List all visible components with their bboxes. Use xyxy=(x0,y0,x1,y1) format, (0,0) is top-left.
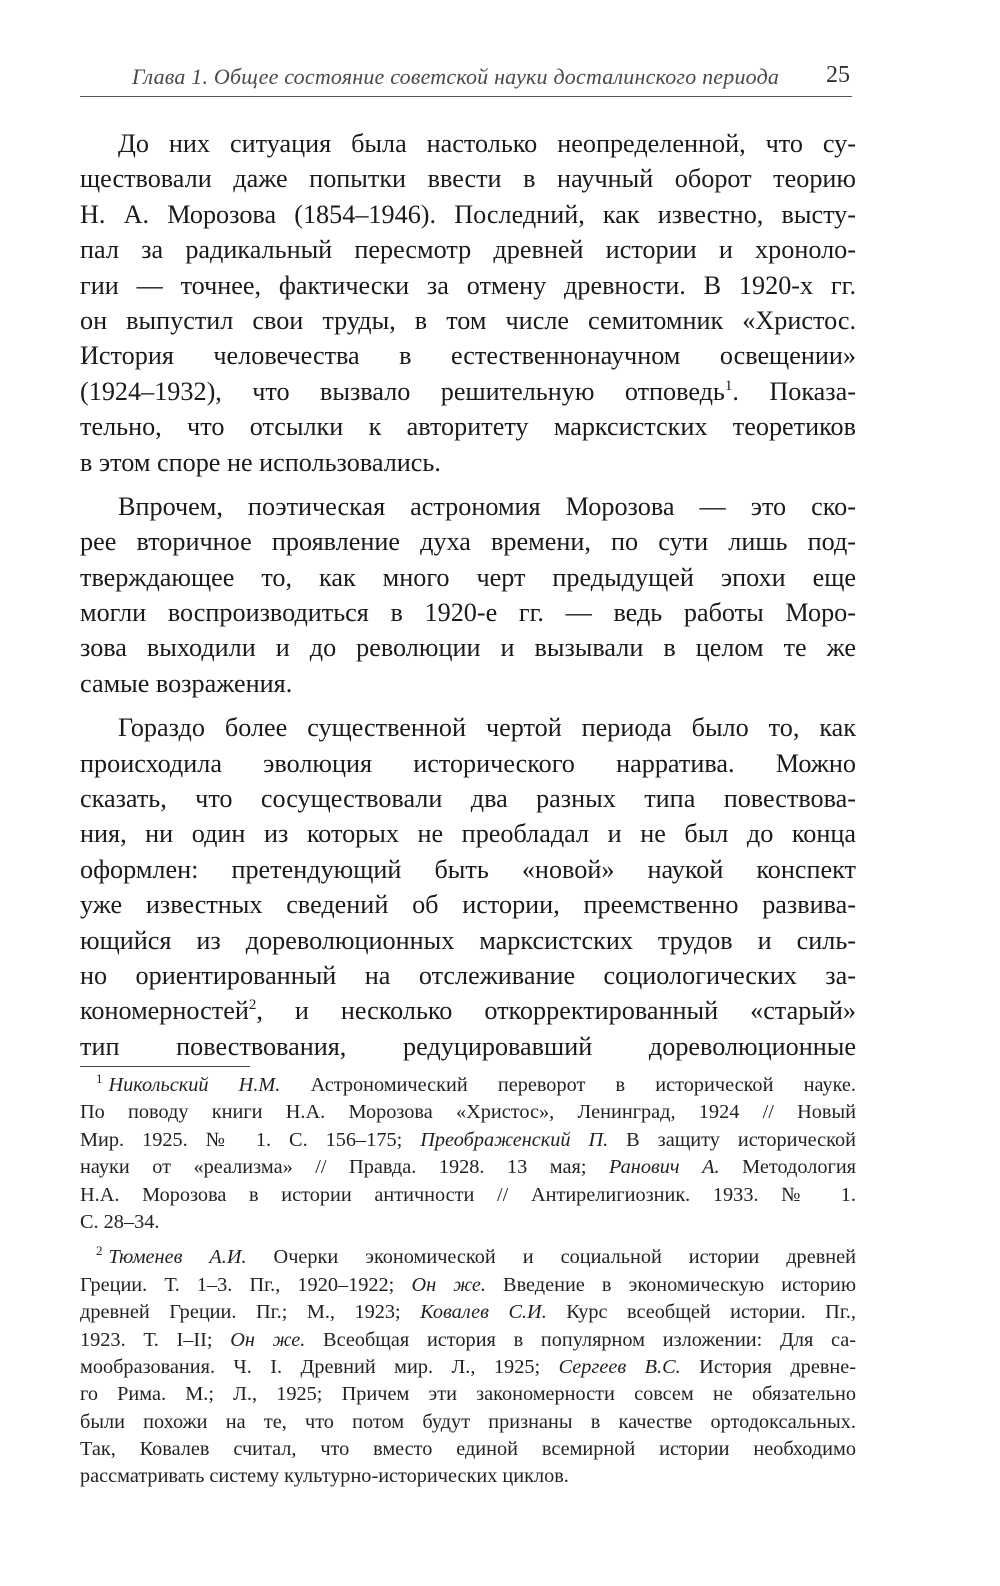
footnote-line: С. 28–34. xyxy=(80,1210,160,1233)
text-fragment: науки от «реализма» // Правда. 1928. 13 мая; xyxy=(80,1156,610,1179)
footnote-separator xyxy=(80,1066,250,1067)
text-line: Впрочем, поэтическая астрономия Морозова — это ско- xyxy=(118,491,856,521)
running-head xyxy=(80,58,852,97)
text-fragment: , и несколько откорректированный «старый» xyxy=(256,996,856,1026)
page-number: 25 xyxy=(826,62,850,88)
paragraph-2 xyxy=(80,489,856,701)
text-fragment: . Показа- xyxy=(732,376,856,406)
text-line: он выпустил свои труды, в том числе семитомник «Христос. xyxy=(80,305,856,335)
footnote-mark: 1 xyxy=(96,1072,103,1086)
footnote-ref-1[interactable]: 1 xyxy=(724,377,733,394)
text-line: Н. А. Морозова (1854–1946). Последний, как известно, высту- xyxy=(80,199,856,229)
text-fragment: В защиту исторической xyxy=(608,1128,856,1151)
author-name: Сергеев В.С. xyxy=(558,1355,681,1378)
text-fragment: древней Греции. Пг.; М., 1923; xyxy=(80,1301,421,1324)
text-line: тверждающее то, как много черт предыдущей эпохи еще xyxy=(80,562,856,592)
text-fragment: Греции. Т. 1–3. Пг., 1920–1922; xyxy=(80,1273,412,1296)
footnote-line xyxy=(80,1272,856,1299)
footnote-line xyxy=(80,1327,856,1354)
text-line: гии — точнее, фактически за отмену древности. В 1920-х гг. xyxy=(80,270,856,300)
text-fragment: Мир. 1925. № 1. С. 156–175; xyxy=(80,1128,421,1151)
text-line: ния, ни один из которых не преобладал и не был до конца xyxy=(80,819,856,849)
author-name: Ковалев С.И. xyxy=(420,1301,547,1324)
text-line: ществовали даже попытки ввести в научный оборот теорию xyxy=(80,164,856,194)
text-line: но ориентированный на отслеживание социологических за- xyxy=(80,960,856,990)
text-line: тип повествования, редуцировавший дореволюционные xyxy=(80,1031,856,1061)
main-text xyxy=(80,126,856,1064)
text-fragment: кономерностей xyxy=(80,996,249,1026)
paragraph-3 xyxy=(80,710,856,1064)
text-fragment: Всеобщая история в популярном изложении: Для са- xyxy=(305,1328,856,1351)
text-line: тельно, что отсылки к авторитету марксистских теоретиков xyxy=(80,412,856,442)
author-name: Преображенский П. xyxy=(420,1128,609,1151)
paragraph-gap xyxy=(80,701,856,710)
paragraph-gap xyxy=(80,480,856,489)
footnote-line: го Рима. М.; Л., 1925; Причем эти закономерности совсем не обязательно xyxy=(80,1383,856,1406)
footnote-line xyxy=(80,1154,856,1181)
footnote-line xyxy=(80,1244,856,1271)
text-line: Гораздо более существенной чертой периода было то, как xyxy=(118,713,856,743)
footnote-line xyxy=(80,1299,856,1326)
text-line: в этом споре не использовались. xyxy=(80,447,441,477)
text-fragment: 1923. Т. I–II; xyxy=(80,1328,231,1351)
author-name: Тюменев А.И. xyxy=(108,1246,247,1269)
footnote-line xyxy=(80,1127,856,1154)
footnote-mark: 2 xyxy=(96,1244,103,1259)
author-name: Никольский Н.М. xyxy=(108,1074,281,1096)
author-name: Он же. xyxy=(411,1273,486,1296)
paragraph-1 xyxy=(80,126,856,480)
footnote-line: рассматривать систему культурно-исторических циклов. xyxy=(80,1465,569,1488)
text-line xyxy=(80,374,856,409)
text-line: оформлен: претендующий быть «новой» наукой конспект xyxy=(80,854,856,884)
running-title: Глава 1. Общее состояние советской науки досталинского периода xyxy=(132,64,780,89)
author-name: Ранович А. xyxy=(609,1156,720,1179)
footnote-line: были похожи на те, что потом будут признаны в качестве ортодоксальных. xyxy=(80,1410,856,1433)
text-line: ющийся из дореволюционных марксистских трудов и силь- xyxy=(80,925,856,955)
text-line: зова выходили и до революции и вызывали в целом те же xyxy=(80,633,856,663)
footnote-gap xyxy=(80,1236,856,1244)
footnote-line xyxy=(80,1354,856,1381)
footnote-line: Н.А. Морозова в истории античности // Антирелигиозник. 1933. № 1. xyxy=(80,1183,856,1206)
text-fragment: Астрономический переворот в исторической науке. xyxy=(280,1074,856,1096)
text-fragment: Очерки экономической и социальной истории древней xyxy=(246,1246,856,1269)
text-line: происходила эволюция исторического нарратива. Можно xyxy=(80,748,856,778)
footnote-line xyxy=(80,1072,856,1099)
footnotes xyxy=(80,1072,856,1491)
author-name: Он же. xyxy=(230,1328,306,1351)
text-fragment: История древне- xyxy=(680,1355,856,1378)
text-line: сказать, что сосуществовали два разных типа повествова- xyxy=(80,784,856,814)
text-line: самые возражения. xyxy=(80,668,293,698)
footnote-line: Так, Ковалев считал, что вместо единой всемирной истории необходимо xyxy=(80,1438,856,1461)
text-fragment: (1924–1932), что вызвало решительную отповедь xyxy=(80,376,725,406)
text-line: пал за радикальный пересмотр древней истории и хроноло- xyxy=(80,235,856,265)
footnote-2 xyxy=(80,1244,856,1491)
footnote-line: По поводу книги Н.А. Морозова «Христос», Ленинград, 1924 // Новый xyxy=(80,1101,856,1124)
text-line: могли воспроизводиться в 1920-е гг. — ведь работы Моро- xyxy=(80,598,856,628)
text-fragment: мообразования. Ч. I. Древний мир. Л., 1925; xyxy=(80,1355,559,1378)
text-fragment: Введение в экономическую историю xyxy=(485,1273,856,1296)
text-line: уже известных сведений об истории, преемственно развива- xyxy=(80,890,856,920)
text-line: История человечества в естественнонаучном освещении» xyxy=(80,341,856,371)
text-fragment: Методология xyxy=(719,1156,856,1179)
text-line xyxy=(80,993,856,1028)
footnote-ref-2[interactable]: 2 xyxy=(248,997,257,1014)
text-line: рее вторичное проявление духа времени, по сути лишь под- xyxy=(80,527,856,557)
text-fragment: Курс всеобщей истории. Пг., xyxy=(546,1301,856,1324)
text-line: До них ситуация была настолько неопределенной, что су- xyxy=(118,129,856,158)
footnote-1 xyxy=(80,1072,856,1236)
